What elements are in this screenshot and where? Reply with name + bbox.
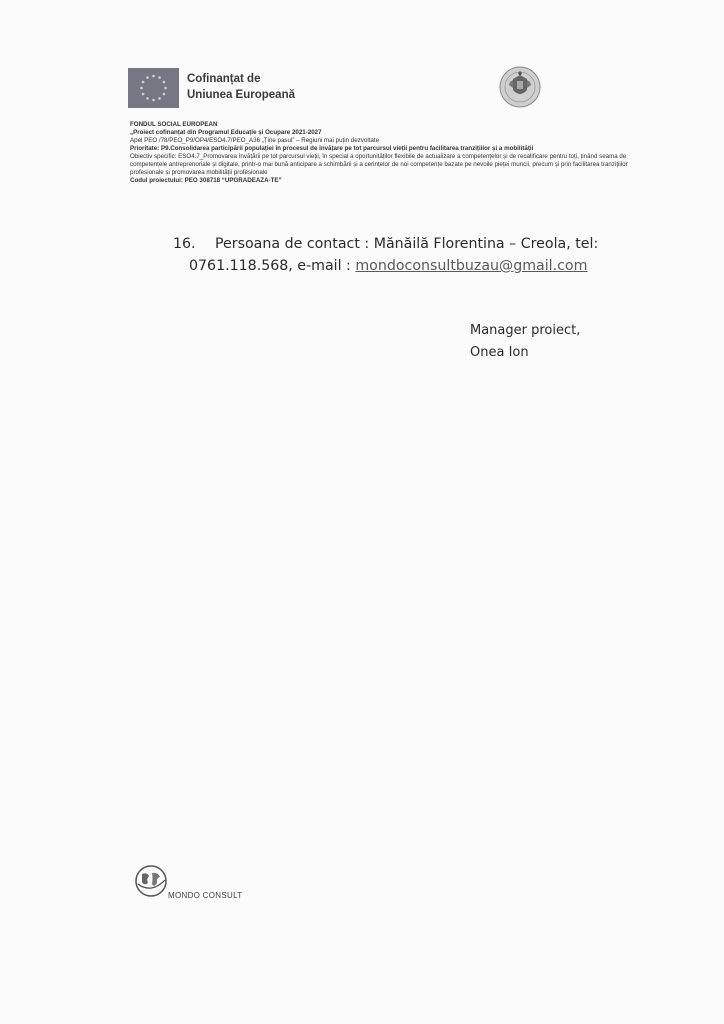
eu-cofinancing-label	[187, 71, 295, 103]
email-link[interactable]: mondoconsultbuzau@gmail.com	[355, 258, 588, 274]
signature-role: Manager proiect,	[470, 323, 581, 338]
section-number: 16.	[173, 236, 196, 252]
priority-label: Prioritate: P9.Consolidarea participării populației în procesul de învățare pe tot parcursul vieții pentru facilitarea tranzițiilor și a mobilității	[130, 145, 534, 152]
company-name: MONDO CONSULT	[168, 891, 243, 900]
eu-label-line1: Cofinanțat de	[187, 73, 261, 85]
signature-name: Onea Ion	[470, 345, 529, 360]
eu-flag-icon	[128, 68, 179, 108]
contact-person-text: Persoana de contact : Mănăilă Florentina – Creola, tel:	[215, 236, 599, 252]
objective-label: Obiectiv specific: ESO4.7_Promovarea învățării pe tot parcursul vieții, în special a oportunităților flexibile de actualizare a competențelor și de recalificare pentru toți, ținând seama de competențele antreprenoriale și digitale, printr-o mai bună anticipare a schimbării și a cerințelor de noi competențe bazate pe nevoile pieței muncii, precum și prin facilitarea tranzițiilor profesionale și promovarea mobilității profesionale	[130, 153, 628, 176]
globe-icon	[134, 864, 168, 898]
signature-block	[470, 320, 580, 364]
program-label: „Proiect cofinanțat din Programul Educație și Ocupare 2021-2027	[130, 129, 322, 136]
eu-label-line2: Uniunea Europeană	[187, 89, 295, 101]
contact-section	[173, 233, 598, 277]
fund-label: FONDUL SOCIAL EUROPEAN	[130, 121, 218, 128]
romania-coat-of-arms-icon	[499, 66, 541, 108]
call-label: Apel PEO /78/PEO_P9/OP4/ESO4.7/PEO_A36 „Ține pasul” – Regiuni mai puțin dezvoltate	[130, 137, 380, 144]
contact-phone-text: 0761.118.568, e-mail :	[189, 258, 356, 274]
project-code-label: Codul proiectului: PEO 308718 “UPGRADEAZĂ-TE”	[130, 177, 282, 184]
project-info-block	[130, 121, 660, 185]
